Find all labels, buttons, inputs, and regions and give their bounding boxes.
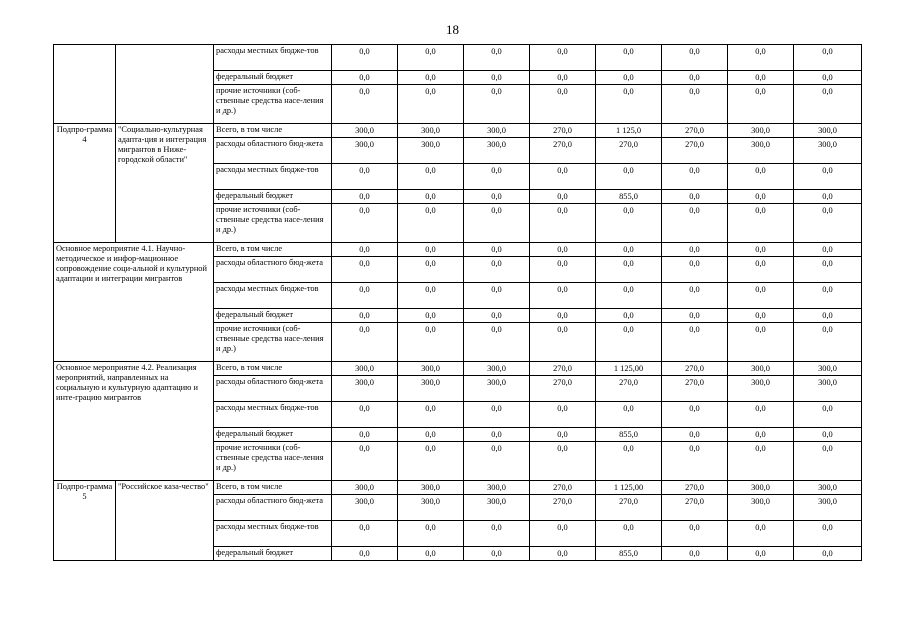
amount-cell: 0,0 bbox=[662, 283, 728, 309]
amount-cell: 0,0 bbox=[662, 309, 728, 323]
funding-source-label: федеральный бюджет bbox=[214, 547, 332, 561]
amount-cell: 270,0 bbox=[596, 495, 662, 521]
amount-cell: 270,0 bbox=[662, 495, 728, 521]
funding-source-label: прочие источники (соб-ственные средства насе-ления и др.) bbox=[214, 85, 332, 124]
subprogram-title: "Социально-культурная адапта-ция и интеграция мигрантов в Ниже-городской области" bbox=[116, 124, 214, 243]
amount-cell: 0,0 bbox=[464, 309, 530, 323]
amount-cell: 0,0 bbox=[596, 442, 662, 481]
amount-cell: 300,0 bbox=[728, 495, 794, 521]
amount-cell: 0,0 bbox=[530, 204, 596, 243]
amount-cell: 0,0 bbox=[662, 547, 728, 561]
amount-cell: 0,0 bbox=[398, 547, 464, 561]
amount-cell: 0,0 bbox=[530, 190, 596, 204]
table-row bbox=[54, 124, 862, 138]
amount-cell: 0,0 bbox=[530, 309, 596, 323]
funding-source-label: Всего, в том числе bbox=[214, 124, 332, 138]
amount-cell: 0,0 bbox=[662, 428, 728, 442]
amount-cell: 0,0 bbox=[794, 257, 862, 283]
amount-cell: 0,0 bbox=[728, 71, 794, 85]
amount-cell: 1 125,00 bbox=[596, 362, 662, 376]
amount-cell: 300,0 bbox=[398, 362, 464, 376]
amount-cell: 0,0 bbox=[596, 71, 662, 85]
amount-cell: 300,0 bbox=[332, 481, 398, 495]
amount-cell: 300,0 bbox=[464, 362, 530, 376]
amount-cell: 0,0 bbox=[464, 85, 530, 124]
amount-cell: 0,0 bbox=[596, 204, 662, 243]
amount-cell: 0,0 bbox=[794, 45, 862, 71]
amount-cell: 0,0 bbox=[662, 190, 728, 204]
amount-cell: 300,0 bbox=[398, 481, 464, 495]
amount-cell: 0,0 bbox=[794, 402, 862, 428]
amount-cell: 0,0 bbox=[728, 323, 794, 362]
amount-cell: 0,0 bbox=[332, 547, 398, 561]
amount-cell: 0,0 bbox=[464, 323, 530, 362]
amount-cell: 270,0 bbox=[662, 376, 728, 402]
amount-cell: 0,0 bbox=[662, 442, 728, 481]
amount-cell: 270,0 bbox=[530, 138, 596, 164]
amount-cell: 0,0 bbox=[596, 323, 662, 362]
amount-cell: 0,0 bbox=[728, 204, 794, 243]
amount-cell: 0,0 bbox=[464, 71, 530, 85]
amount-cell: 855,0 bbox=[596, 547, 662, 561]
measure-title: Основное мероприятие 4.2. Реализация мероприятий, направленных на социальную и культурную адаптацию и инте-грацию мигрантов bbox=[54, 362, 214, 481]
amount-cell: 270,0 bbox=[530, 495, 596, 521]
amount-cell: 0,0 bbox=[398, 243, 464, 257]
amount-cell: 0,0 bbox=[794, 85, 862, 124]
amount-cell: 0,0 bbox=[398, 442, 464, 481]
amount-cell: 0,0 bbox=[398, 283, 464, 309]
amount-cell: 0,0 bbox=[332, 309, 398, 323]
amount-cell: 0,0 bbox=[794, 243, 862, 257]
amount-cell: 300,0 bbox=[332, 495, 398, 521]
amount-cell: 0,0 bbox=[464, 521, 530, 547]
amount-cell: 0,0 bbox=[662, 257, 728, 283]
amount-cell: 0,0 bbox=[332, 323, 398, 362]
amount-cell: 0,0 bbox=[596, 283, 662, 309]
amount-cell: 0,0 bbox=[464, 243, 530, 257]
amount-cell: 0,0 bbox=[398, 521, 464, 547]
amount-cell: 0,0 bbox=[728, 85, 794, 124]
amount-cell: 0,0 bbox=[464, 164, 530, 190]
amount-cell: 855,0 bbox=[596, 428, 662, 442]
amount-cell: 0,0 bbox=[662, 85, 728, 124]
amount-cell: 0,0 bbox=[464, 547, 530, 561]
amount-cell: 0,0 bbox=[530, 283, 596, 309]
table-row bbox=[54, 243, 862, 257]
amount-cell: 300,0 bbox=[398, 495, 464, 521]
amount-cell: 0,0 bbox=[794, 283, 862, 309]
funding-source-label: прочие источники (соб-ственные средства насе-ления и др.) bbox=[214, 323, 332, 362]
amount-cell: 0,0 bbox=[530, 402, 596, 428]
amount-cell: 300,0 bbox=[794, 481, 862, 495]
subprogram-number: Подпро-грамма 4 bbox=[54, 124, 116, 243]
amount-cell: 0,0 bbox=[398, 85, 464, 124]
funding-source-label: прочие источники (соб-ственные средства насе-ления и др.) bbox=[214, 204, 332, 243]
amount-cell: 0,0 bbox=[794, 547, 862, 561]
amount-cell: 0,0 bbox=[596, 257, 662, 283]
amount-cell: 0,0 bbox=[464, 402, 530, 428]
amount-cell: 300,0 bbox=[332, 124, 398, 138]
amount-cell: 0,0 bbox=[464, 257, 530, 283]
amount-cell: 0,0 bbox=[332, 521, 398, 547]
amount-cell: 0,0 bbox=[728, 257, 794, 283]
amount-cell: 0,0 bbox=[596, 164, 662, 190]
amount-cell: 0,0 bbox=[398, 428, 464, 442]
amount-cell: 0,0 bbox=[794, 309, 862, 323]
funding-source-label: расходы местных бюдже-тов bbox=[214, 283, 332, 309]
amount-cell: 0,0 bbox=[530, 85, 596, 124]
amount-cell: 300,0 bbox=[728, 481, 794, 495]
amount-cell: 0,0 bbox=[662, 71, 728, 85]
amount-cell: 0,0 bbox=[398, 45, 464, 71]
subprogram-title: "Российское каза-чество" bbox=[116, 481, 214, 561]
amount-cell: 0,0 bbox=[794, 521, 862, 547]
page-number: 18 bbox=[446, 22, 459, 37]
amount-cell: 300,0 bbox=[464, 124, 530, 138]
amount-cell: 0,0 bbox=[332, 204, 398, 243]
funding-source-label: расходы областного бюд-жета bbox=[214, 138, 332, 164]
amount-cell: 300,0 bbox=[464, 495, 530, 521]
subprogram-number: Подпро-грамма 5 bbox=[54, 481, 116, 561]
amount-cell: 1 125,0 bbox=[596, 124, 662, 138]
amount-cell: 0,0 bbox=[530, 71, 596, 85]
amount-cell: 0,0 bbox=[596, 521, 662, 547]
table-row bbox=[54, 45, 862, 71]
amount-cell: 0,0 bbox=[728, 402, 794, 428]
amount-cell: 300,0 bbox=[464, 481, 530, 495]
amount-cell: 0,0 bbox=[728, 547, 794, 561]
funding-source-label: расходы областного бюд-жета bbox=[214, 257, 332, 283]
amount-cell: 0,0 bbox=[332, 164, 398, 190]
amount-cell: 300,0 bbox=[332, 362, 398, 376]
amount-cell: 0,0 bbox=[398, 71, 464, 85]
amount-cell: 300,0 bbox=[728, 124, 794, 138]
funding-source-label: прочие источники (соб-ственные средства насе-ления и др.) bbox=[214, 442, 332, 481]
funding-source-label: расходы местных бюдже-тов bbox=[214, 164, 332, 190]
amount-cell: 300,0 bbox=[794, 362, 862, 376]
amount-cell: 0,0 bbox=[398, 164, 464, 190]
amount-cell: 0,0 bbox=[728, 45, 794, 71]
amount-cell: 0,0 bbox=[728, 243, 794, 257]
amount-cell: 0,0 bbox=[332, 428, 398, 442]
amount-cell: 270,0 bbox=[530, 124, 596, 138]
amount-cell: 0,0 bbox=[662, 164, 728, 190]
amount-cell: 0,0 bbox=[530, 243, 596, 257]
amount-cell: 270,0 bbox=[530, 376, 596, 402]
amount-cell: 0,0 bbox=[464, 204, 530, 243]
funding-source-label: федеральный бюджет bbox=[214, 309, 332, 323]
amount-cell: 0,0 bbox=[332, 442, 398, 481]
amount-cell: 0,0 bbox=[662, 45, 728, 71]
amount-cell: 0,0 bbox=[332, 402, 398, 428]
amount-cell: 300,0 bbox=[398, 124, 464, 138]
funding-source-label: расходы местных бюдже-тов bbox=[214, 402, 332, 428]
amount-cell: 0,0 bbox=[728, 442, 794, 481]
amount-cell: 0,0 bbox=[398, 402, 464, 428]
amount-cell: 0,0 bbox=[662, 204, 728, 243]
amount-cell: 0,0 bbox=[530, 323, 596, 362]
amount-cell: 300,0 bbox=[728, 376, 794, 402]
amount-cell: 855,0 bbox=[596, 190, 662, 204]
amount-cell: 0,0 bbox=[728, 283, 794, 309]
measure-title: Основное мероприятие 4.1. Научно-методическое и инфор-мационное сопровождение соци-альной и культурной адаптации и интеграции мигрантов bbox=[54, 243, 214, 362]
amount-cell: 0,0 bbox=[464, 45, 530, 71]
amount-cell: 0,0 bbox=[464, 190, 530, 204]
amount-cell: 0,0 bbox=[530, 257, 596, 283]
funding-source-label: Всего, в том числе bbox=[214, 362, 332, 376]
amount-cell: 0,0 bbox=[332, 45, 398, 71]
amount-cell: 0,0 bbox=[728, 309, 794, 323]
amount-cell: 270,0 bbox=[662, 124, 728, 138]
amount-cell: 0,0 bbox=[464, 442, 530, 481]
amount-cell: 0,0 bbox=[596, 85, 662, 124]
amount-cell: 300,0 bbox=[464, 138, 530, 164]
amount-cell: 0,0 bbox=[398, 309, 464, 323]
amount-cell: 0,0 bbox=[464, 428, 530, 442]
amount-cell: 0,0 bbox=[530, 45, 596, 71]
amount-cell: 0,0 bbox=[464, 283, 530, 309]
amount-cell: 0,0 bbox=[398, 323, 464, 362]
funding-source-label: расходы областного бюд-жета bbox=[214, 495, 332, 521]
amount-cell: 300,0 bbox=[794, 495, 862, 521]
amount-cell: 0,0 bbox=[332, 71, 398, 85]
amount-cell: 0,0 bbox=[794, 164, 862, 190]
amount-cell: 0,0 bbox=[398, 190, 464, 204]
amount-cell: 0,0 bbox=[662, 323, 728, 362]
amount-cell: 0,0 bbox=[596, 402, 662, 428]
amount-cell: 300,0 bbox=[794, 376, 862, 402]
amount-cell: 0,0 bbox=[596, 309, 662, 323]
table-row bbox=[54, 362, 862, 376]
amount-cell: 0,0 bbox=[530, 442, 596, 481]
amount-cell: 0,0 bbox=[728, 190, 794, 204]
amount-cell: 0,0 bbox=[398, 257, 464, 283]
funding-source-label: расходы областного бюд-жета bbox=[214, 376, 332, 402]
amount-cell: 0,0 bbox=[530, 521, 596, 547]
funding-source-label: расходы местных бюдже-тов bbox=[214, 45, 332, 71]
amount-cell: 0,0 bbox=[332, 85, 398, 124]
funding-source-label: расходы местных бюдже-тов bbox=[214, 521, 332, 547]
amount-cell: 0,0 bbox=[662, 521, 728, 547]
amount-cell: 1 125,00 bbox=[596, 481, 662, 495]
amount-cell: 0,0 bbox=[794, 442, 862, 481]
amount-cell: 0,0 bbox=[332, 190, 398, 204]
amount-cell: 270,0 bbox=[662, 481, 728, 495]
table-body bbox=[54, 45, 862, 561]
subprogram-number bbox=[54, 45, 116, 124]
amount-cell: 300,0 bbox=[332, 376, 398, 402]
amount-cell: 0,0 bbox=[398, 204, 464, 243]
funding-source-label: федеральный бюджет bbox=[214, 190, 332, 204]
subprogram-title bbox=[116, 45, 214, 124]
amount-cell: 270,0 bbox=[596, 376, 662, 402]
amount-cell: 0,0 bbox=[596, 243, 662, 257]
amount-cell: 270,0 bbox=[662, 138, 728, 164]
amount-cell: 0,0 bbox=[596, 45, 662, 71]
amount-cell: 270,0 bbox=[530, 481, 596, 495]
amount-cell: 0,0 bbox=[530, 428, 596, 442]
amount-cell: 0,0 bbox=[794, 190, 862, 204]
amount-cell: 0,0 bbox=[794, 428, 862, 442]
funding-source-label: федеральный бюджет bbox=[214, 428, 332, 442]
amount-cell: 0,0 bbox=[662, 243, 728, 257]
amount-cell: 0,0 bbox=[794, 204, 862, 243]
amount-cell: 300,0 bbox=[398, 376, 464, 402]
budget-table bbox=[53, 44, 862, 561]
amount-cell: 0,0 bbox=[332, 257, 398, 283]
amount-cell: 300,0 bbox=[728, 138, 794, 164]
amount-cell: 0,0 bbox=[530, 547, 596, 561]
amount-cell: 270,0 bbox=[530, 362, 596, 376]
funding-source-label: Всего, в том числе bbox=[214, 481, 332, 495]
amount-cell: 0,0 bbox=[530, 164, 596, 190]
amount-cell: 0,0 bbox=[728, 521, 794, 547]
amount-cell: 0,0 bbox=[728, 164, 794, 190]
funding-source-label: Всего, в том числе bbox=[214, 243, 332, 257]
amount-cell: 300,0 bbox=[332, 138, 398, 164]
amount-cell: 0,0 bbox=[794, 71, 862, 85]
amount-cell: 0,0 bbox=[794, 323, 862, 362]
table-row bbox=[54, 481, 862, 495]
amount-cell: 270,0 bbox=[596, 138, 662, 164]
amount-cell: 300,0 bbox=[728, 362, 794, 376]
amount-cell: 0,0 bbox=[662, 402, 728, 428]
amount-cell: 0,0 bbox=[728, 428, 794, 442]
funding-source-label: федеральный бюджет bbox=[214, 71, 332, 85]
amount-cell: 300,0 bbox=[794, 138, 862, 164]
amount-cell: 300,0 bbox=[464, 376, 530, 402]
amount-cell: 270,0 bbox=[662, 362, 728, 376]
amount-cell: 300,0 bbox=[398, 138, 464, 164]
amount-cell: 0,0 bbox=[332, 243, 398, 257]
amount-cell: 300,0 bbox=[794, 124, 862, 138]
amount-cell: 0,0 bbox=[332, 283, 398, 309]
